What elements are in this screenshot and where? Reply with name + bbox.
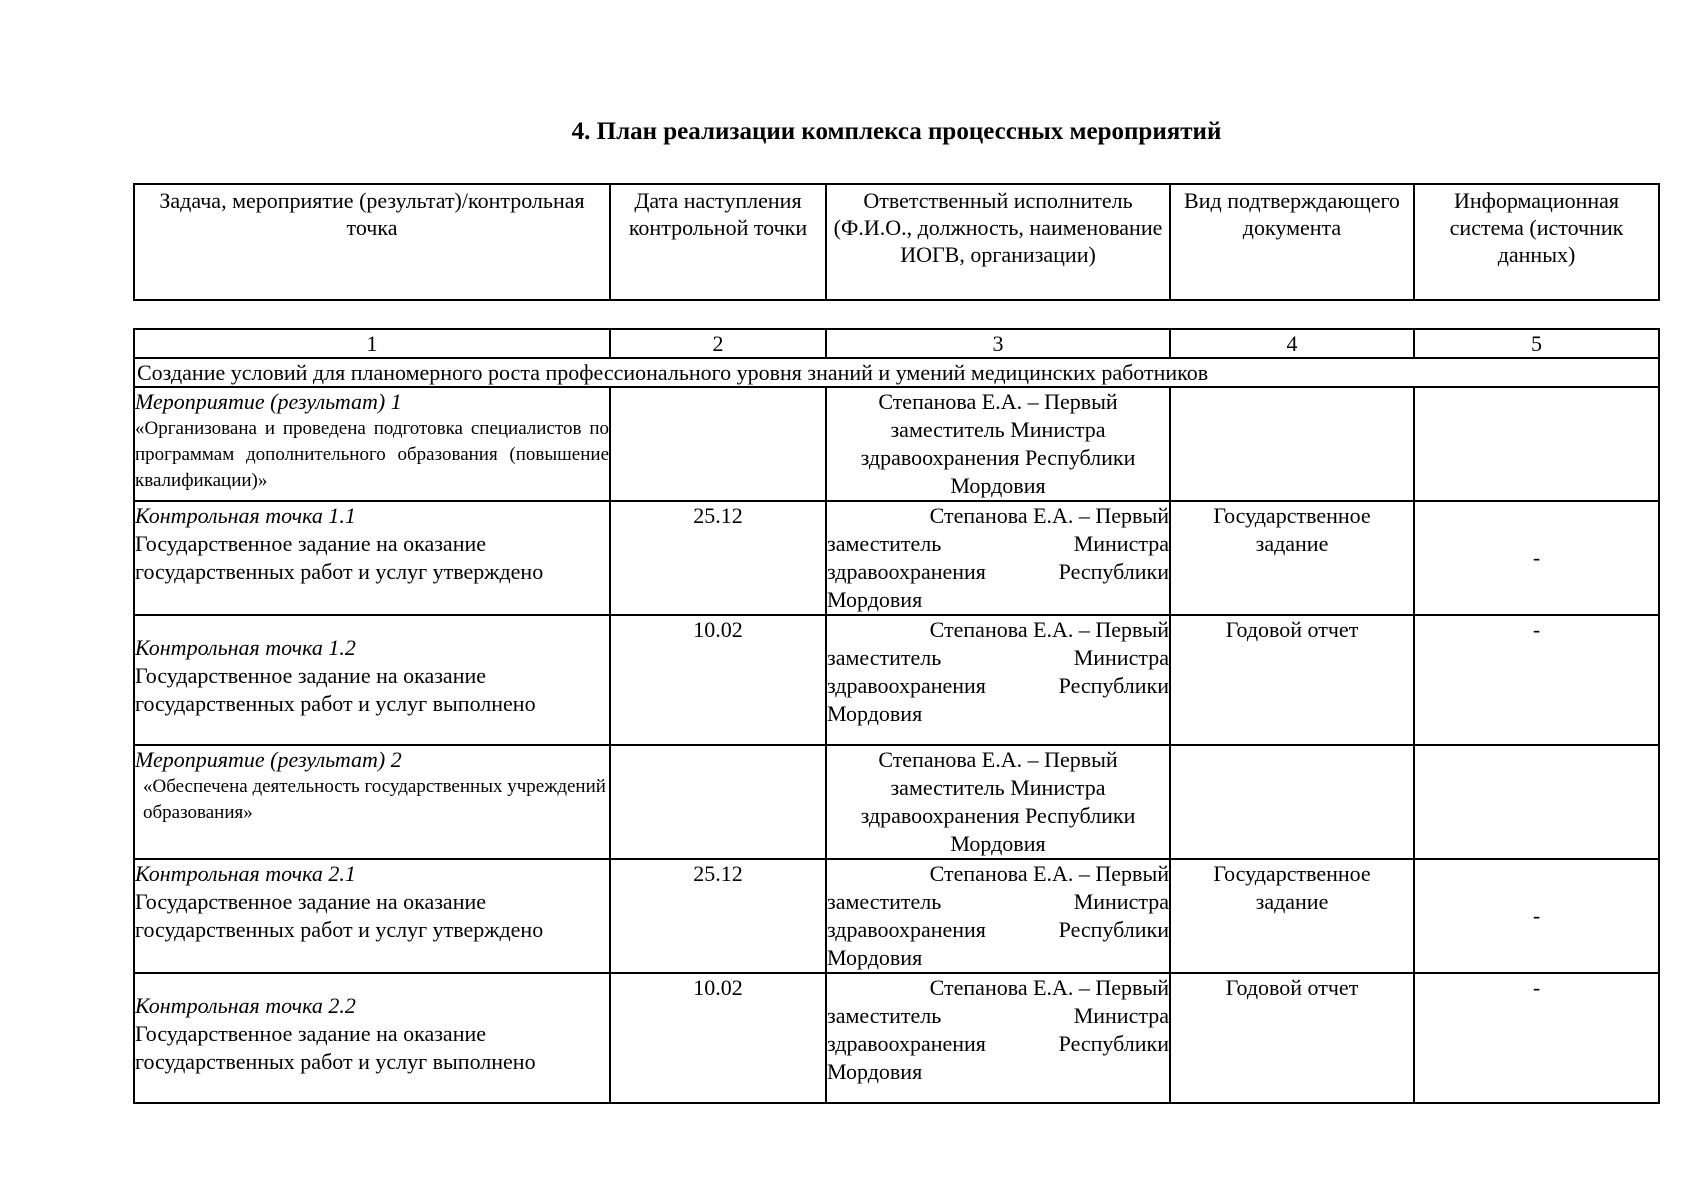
row-text-line: государственных работ и услуг утверждено [135,559,544,584]
executor-line: Мордовия [827,701,923,726]
executor-cell [826,973,1170,1103]
header-row [134,184,1659,300]
table-row [134,745,1659,859]
executor-line: Степанова Е.А. – Первый [929,503,1169,528]
row-label: Контрольная точка 2.2 [135,993,356,1018]
document-cell: Годовой отчет [1170,615,1414,745]
header-info-system: Информационная система (источник данных) [1414,184,1659,300]
column-number: 4 [1170,329,1414,358]
info-system-cell: - [1414,501,1659,615]
info-system-cell: - [1414,973,1659,1103]
executor-line: здравоохранения Республики [827,917,1169,942]
row-text-line: государственных работ и услуг утверждено [135,917,544,942]
executor-line: заместитель Министра [890,417,1106,442]
document-cell [1170,745,1414,859]
activity-cell [134,745,610,859]
table-row [134,615,1659,745]
executor-line: здравоохранения Республики [827,559,1169,584]
row-label: Контрольная точка 1.1 [135,503,356,528]
row-text-line: Государственное задание на оказание [135,531,487,556]
info-system-cell: - [1414,859,1659,973]
executor-cell [826,501,1170,615]
executor-cell [826,745,1170,859]
executor-line: заместитель Министра [827,645,1169,670]
document-cell: Годовой отчет [1170,973,1414,1103]
column-number: 3 [826,329,1170,358]
table-row [134,973,1659,1103]
executor-line: Степанова Е.А. – Первый [929,617,1169,642]
executor-cell [826,387,1170,501]
executor-line: Мордовия [827,945,923,970]
executor-cell [826,859,1170,973]
table-row [134,387,1659,501]
date-cell: 10.02 [610,973,826,1103]
header-date: Дата наступления контрольной точки [610,184,826,300]
row-text-line: Государственное задание на оказание [135,663,487,688]
activity-cell [134,973,610,1103]
document-cell: Государственное задание [1170,859,1414,973]
column-number: 2 [610,329,826,358]
row-text-line: Государственное задание на оказание [135,889,487,914]
header-table [133,183,1660,301]
activity-cell [134,501,610,615]
executor-line: заместитель Министра [827,1003,1169,1028]
page-title: 4. План реализации комплекса процессных мероприятий [571,118,1222,145]
row-label: Контрольная точка 2.1 [135,861,356,886]
column-number: 5 [1414,329,1659,358]
activity-cell [134,859,610,973]
row-text: «Обеспечена деятельность государственных учреждений образования» [143,776,606,823]
document-cell [1170,387,1414,501]
table-row [134,501,1659,615]
executor-line: здравоохранения Республики [860,803,1136,828]
header-task: Задача, мероприятие (результат)/контрольная точка [134,184,610,300]
executor-line: Степанова Е.А. – Первый [929,861,1169,886]
executor-line: Мордовия [950,473,1046,498]
row-label: Мероприятие (результат) 2 [135,747,402,772]
task-title: Создание условий для планомерного роста профессионального уровня знаний и умений медицинских работников [134,358,1659,387]
activity-cell [134,615,610,745]
row-text-line: Государственное задание на оказание [135,1021,487,1046]
date-cell: 25.12 [610,501,826,615]
executor-line: здравоохранения Республики [827,673,1169,698]
executor-line: здравоохранения Республики [860,445,1136,470]
row-label: Мероприятие (результат) 1 [135,389,402,414]
executor-line: заместитель Министра [827,889,1169,914]
info-system-cell [1414,745,1659,859]
date-cell: 25.12 [610,859,826,973]
executor-line: Мордовия [950,831,1046,856]
executor-cell [826,615,1170,745]
executor-line: заместитель Министра [827,531,1169,556]
date-cell: 10.02 [610,615,826,745]
info-system-cell: - [1414,615,1659,745]
document-cell: Государственное задание [1170,501,1414,615]
task-row [134,358,1659,387]
column-number-row [134,329,1659,358]
executor-line: Степанова Е.А. – Первый [929,975,1169,1000]
header-executor: Ответственный исполнитель (Ф.И.О., должность, наименование ИОГВ, организации) [826,184,1170,300]
row-label: Контрольная точка 1.2 [135,635,356,660]
activity-cell [134,387,610,501]
info-system-cell [1414,387,1659,501]
date-cell [610,387,826,501]
table-row [134,859,1659,973]
executor-line: здравоохранения Республики [827,1031,1169,1056]
executor-line: Степанова Е.А. – Первый [878,747,1118,772]
executor-line: Мордовия [827,1059,923,1084]
date-cell [610,745,826,859]
executor-line: заместитель Министра [890,775,1106,800]
header-document: Вид подтверждающего документа [1170,184,1414,300]
plan-table [133,328,1660,1104]
row-text-line: государственных работ и услуг выполнено [135,691,536,716]
row-text: «Организована и проведена подготовка специалистов по программам дополнительного образования (повышение квалификации)» [135,418,609,491]
column-number: 1 [134,329,610,358]
executor-line: Степанова Е.А. – Первый [878,389,1118,414]
row-text-line: государственных работ и услуг выполнено [135,1049,536,1074]
executor-line: Мордовия [827,587,923,612]
